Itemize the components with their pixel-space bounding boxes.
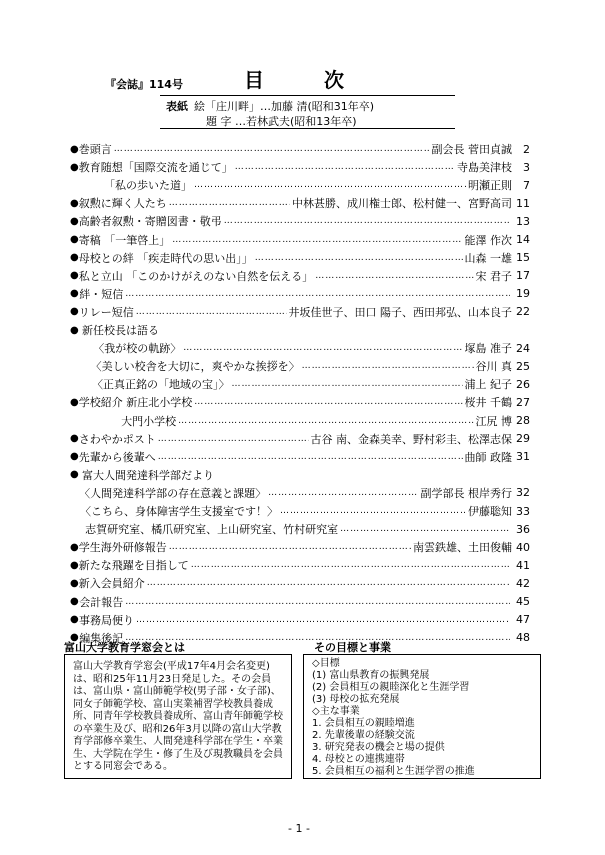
toc-label: 編集後記 xyxy=(79,631,124,645)
aims-line: 4. 母校との連携連帯 xyxy=(312,754,405,765)
toc-bullet: ● xyxy=(70,433,79,445)
toc-leader xyxy=(224,216,510,226)
toc-entry xyxy=(70,502,530,520)
toc-leader xyxy=(125,597,510,607)
about-heading: 富山大学教育学窓会とは xyxy=(64,641,185,654)
toc-entry xyxy=(70,430,530,448)
toc-page: 48 xyxy=(516,631,530,645)
toc-leader xyxy=(158,434,309,444)
toc-entry xyxy=(70,267,530,285)
toc-label: 新たな飛躍を目指して xyxy=(78,559,189,573)
toc-label: リレー短信 xyxy=(78,305,134,319)
toc-label: 〈こちら、身体障害学生支援室です！〉 xyxy=(74,505,278,518)
toc-label: 教育随想「国際交流を通じて」 xyxy=(78,161,233,175)
toc-bullet: ● xyxy=(70,596,79,607)
toc-page: 32 xyxy=(516,486,530,500)
toc-entry xyxy=(70,574,530,592)
toc-bullet: ● xyxy=(70,197,79,209)
toc-author: 浦上 紀子 xyxy=(464,378,512,392)
toc-bullet: ● xyxy=(70,306,79,318)
toc-entry xyxy=(70,339,530,357)
toc-author: 塚島 准子 xyxy=(464,342,512,356)
toc-page: 29 xyxy=(516,432,530,446)
toc-page: 40 xyxy=(516,540,530,554)
toc-entry xyxy=(70,448,530,466)
toc-page: 31 xyxy=(516,450,530,464)
toc-page: 42 xyxy=(516,576,530,590)
aims-line: 2. 先輩後輩の経験交流 xyxy=(312,730,415,741)
toc-leader xyxy=(178,416,473,426)
toc-page: 41 xyxy=(516,558,530,572)
toc-label: 〈人間発達科学部の存在意義と課題〉 xyxy=(73,486,267,500)
toc-leader xyxy=(280,506,466,516)
toc-label: 志賀研究室、橘爪研究室、上山研究室、竹村研究室 xyxy=(74,523,339,537)
toc-page: 11 xyxy=(516,196,530,210)
toc-entry xyxy=(70,375,530,393)
toc-page: 19 xyxy=(516,287,530,301)
toc-author: 江尻 博 xyxy=(475,414,512,428)
toc-label: 事務局便り xyxy=(78,613,134,627)
toc-page: 47 xyxy=(515,613,530,627)
toc-author: 谷川 真 xyxy=(475,360,512,374)
toc-page: 17 xyxy=(516,269,530,283)
toc-entry xyxy=(70,393,530,411)
toc-page: 28 xyxy=(516,414,530,427)
toc-entry xyxy=(70,176,530,194)
toc-label: 富大人間発達科学部だより xyxy=(82,468,214,482)
toc-entry xyxy=(70,231,530,249)
toc-author: 副学部長 根岸秀行 xyxy=(420,486,512,500)
toc-leader xyxy=(232,379,463,389)
toc-entry xyxy=(70,538,530,556)
toc-page: 33 xyxy=(516,504,530,518)
toc-bullet: ● xyxy=(70,270,79,282)
toc-label: 巻頭言 xyxy=(78,143,112,156)
toc-entry xyxy=(70,194,530,212)
toc-page: 22 xyxy=(516,305,530,319)
toc-entry xyxy=(70,466,530,484)
page-title: 目次 xyxy=(244,68,404,92)
about-box xyxy=(64,654,292,779)
toc-author: 能澤 作次 xyxy=(464,233,512,247)
toc-leader xyxy=(191,560,510,570)
page-number: - 1 - xyxy=(288,822,310,835)
cover-art-credit: 絵「庄川畔」…加藤 清(昭和31年卒) xyxy=(194,100,375,113)
toc-leader xyxy=(302,361,474,371)
toc-author: 古谷 南、金森美幸、野村彩圭、松澤志保 xyxy=(310,432,512,446)
toc-bullet: ● xyxy=(70,469,79,481)
toc-label: 新任校長は語る xyxy=(82,324,159,337)
toc-bullet: ● xyxy=(70,252,79,264)
toc-page: 14 xyxy=(516,233,530,246)
toc-author: 副会長 菅田貞誠 xyxy=(431,143,512,156)
toc-bullet: ● xyxy=(70,396,79,408)
aims-line: (2) 会員相互の親睦深化と生涯学習 xyxy=(312,682,470,693)
aims-line: (1) 富山県教育の振興発展 xyxy=(312,670,430,681)
toc-leader xyxy=(136,307,287,317)
toc-bullet: ● xyxy=(70,324,79,336)
toc-entry xyxy=(70,285,530,303)
toc-author: 曲師 政隆 xyxy=(464,450,512,464)
toc-label: 絆・短信 xyxy=(79,287,124,301)
toc-page: 27 xyxy=(516,395,530,409)
toc-bullet: ● xyxy=(70,143,79,155)
toc-leader xyxy=(340,524,510,534)
toc-leader xyxy=(136,615,510,625)
toc-page: 3 xyxy=(523,160,530,174)
toc-author: 南雲鉄雄、土田俊輔 xyxy=(413,541,512,555)
toc-bullet: ● xyxy=(70,614,79,626)
toc-entry xyxy=(70,321,530,339)
toc-bullet: ● xyxy=(70,288,79,300)
aims-line: ◇目標 xyxy=(312,658,340,669)
toc-leader xyxy=(268,488,418,498)
toc-label: 〈美しい校舎を大切に，爽やかな挨拶を〉 xyxy=(74,360,300,374)
toc-label: 〈正真正銘の「地域の宝」〉 xyxy=(75,378,230,392)
toc-label: 学校紹介 新庄北小学校 xyxy=(78,396,193,410)
toc-bullet: ● xyxy=(70,451,79,463)
toc-leader xyxy=(183,343,462,353)
toc-label: 会計報告 xyxy=(79,595,124,609)
cover-row-2: 題 字 …若林武夫(昭和13年卒) xyxy=(206,115,357,128)
toc-leader xyxy=(125,289,510,299)
toc-page: 15 xyxy=(516,251,530,265)
toc-author: 桜井 千鶴 xyxy=(464,396,512,410)
toc-label: 学生海外研修報告 xyxy=(78,541,167,555)
toc-label: 高齢者叙勲・寄贈図書・敬弔 xyxy=(78,215,222,229)
toc-label: 〈我が校の軌跡〉 xyxy=(76,342,182,356)
toc-label: 寄稿 「一筆啓上」 xyxy=(78,233,171,247)
toc-author: 井坂佳世子、田口 陽子、西田邦弘、山本良子 xyxy=(288,305,512,319)
volume-label: 『会誌』114号 xyxy=(105,78,183,91)
toc-label: 「私の歩いた道」 xyxy=(76,179,193,193)
toc-label: 新入会員紹介 xyxy=(78,577,145,591)
toc-page: 2 xyxy=(523,142,530,156)
toc-entry xyxy=(70,484,530,502)
toc-page: 7 xyxy=(523,178,530,192)
about-text: 富山大学教育学窓会(平成17年4月会名変更)は、昭和25年11月23日発足した。その会員は、富山県・富山師範学校(男子部・女子部)、同女子師範学校、富山実業補習学校教員養成所、同青年学校教員養成所、富山青年師範学校の卒業生及び、昭和26年3月以降の富山大学教育学部修卒業生、人間発達科学部在学生・卒業生、大学院在学生・修了生及び現教職員を会員とする同窓会である。 xyxy=(73,661,283,772)
toc-leader xyxy=(158,452,463,462)
toc-leader xyxy=(194,180,466,190)
toc-entry xyxy=(70,593,530,611)
toc-label: 叙勲に輝く人たち xyxy=(78,197,167,211)
toc-leader xyxy=(114,144,430,154)
toc-leader xyxy=(255,253,463,263)
toc-author: 宋 君子 xyxy=(475,269,512,283)
toc-label: さわやかポスト xyxy=(78,432,156,446)
toc-page: 45 xyxy=(516,595,530,608)
toc-page: 13 xyxy=(516,214,530,228)
toc-author: 中林甚勝、成川権士郎、松村健一、宮野高司 xyxy=(292,197,512,211)
toc-bullet: ● xyxy=(70,559,79,571)
toc-author: 寺島美津枝 xyxy=(457,161,512,175)
toc-entry xyxy=(70,556,530,574)
toc-entry xyxy=(70,303,530,321)
toc-leader xyxy=(169,198,290,208)
aims-heading: その目標と事業 xyxy=(314,641,391,654)
toc-entry xyxy=(70,611,530,629)
toc-page: 25 xyxy=(516,359,530,373)
toc-author: 山森 一雄 xyxy=(464,251,512,265)
cover-row-1 xyxy=(166,98,374,114)
toc-entry xyxy=(70,212,530,230)
toc-bullet: ● xyxy=(70,632,79,644)
toc-entry xyxy=(70,520,530,538)
toc-leader xyxy=(172,235,462,245)
toc-bullet: ● xyxy=(70,215,79,227)
toc-label: 母校との絆 「疾走時代の思い出」」 xyxy=(78,251,253,265)
toc-entry xyxy=(70,412,530,430)
toc-author: 伊藤聡知 xyxy=(468,505,512,518)
toc-page: 36 xyxy=(516,522,530,536)
toc-leader xyxy=(194,397,462,407)
toc-entry xyxy=(70,357,530,375)
toc-leader xyxy=(147,578,510,588)
aims-line: 1. 会員相互の親睦増進 xyxy=(312,718,415,729)
toc-bullet: ● xyxy=(70,234,79,245)
toc-author: 明瀬正則 xyxy=(468,179,512,193)
toc-page: 26 xyxy=(516,377,530,391)
toc-entry xyxy=(70,158,530,176)
toc-bullet: ● xyxy=(70,541,79,553)
toc-leader xyxy=(169,542,411,552)
toc-entry xyxy=(70,249,530,267)
cover-credits xyxy=(160,95,455,129)
aims-line: 5. 会員相互の福利と生涯学習の推進 xyxy=(312,766,475,777)
toc-label: 大門小学校 xyxy=(77,414,177,428)
toc-bullet: ● xyxy=(70,577,79,589)
toc-bullet: ● xyxy=(70,161,79,173)
aims-line: (3) 母校の拡充発展 xyxy=(312,694,400,705)
cover-label: 表紙 xyxy=(166,100,188,113)
toc-label: 私と立山 「このかけがえのない自然を伝える」 xyxy=(78,269,314,283)
toc-label: 先輩から後輩へ xyxy=(78,450,156,464)
toc-entry xyxy=(70,140,530,158)
toc-leader xyxy=(315,271,473,281)
toc-page: 24 xyxy=(516,341,530,355)
aims-line: ◇主な事業 xyxy=(312,706,360,717)
aims-box xyxy=(303,654,541,779)
aims-line: 3. 研究発表の機会と場の提供 xyxy=(312,742,445,753)
toc-leader xyxy=(235,162,455,172)
